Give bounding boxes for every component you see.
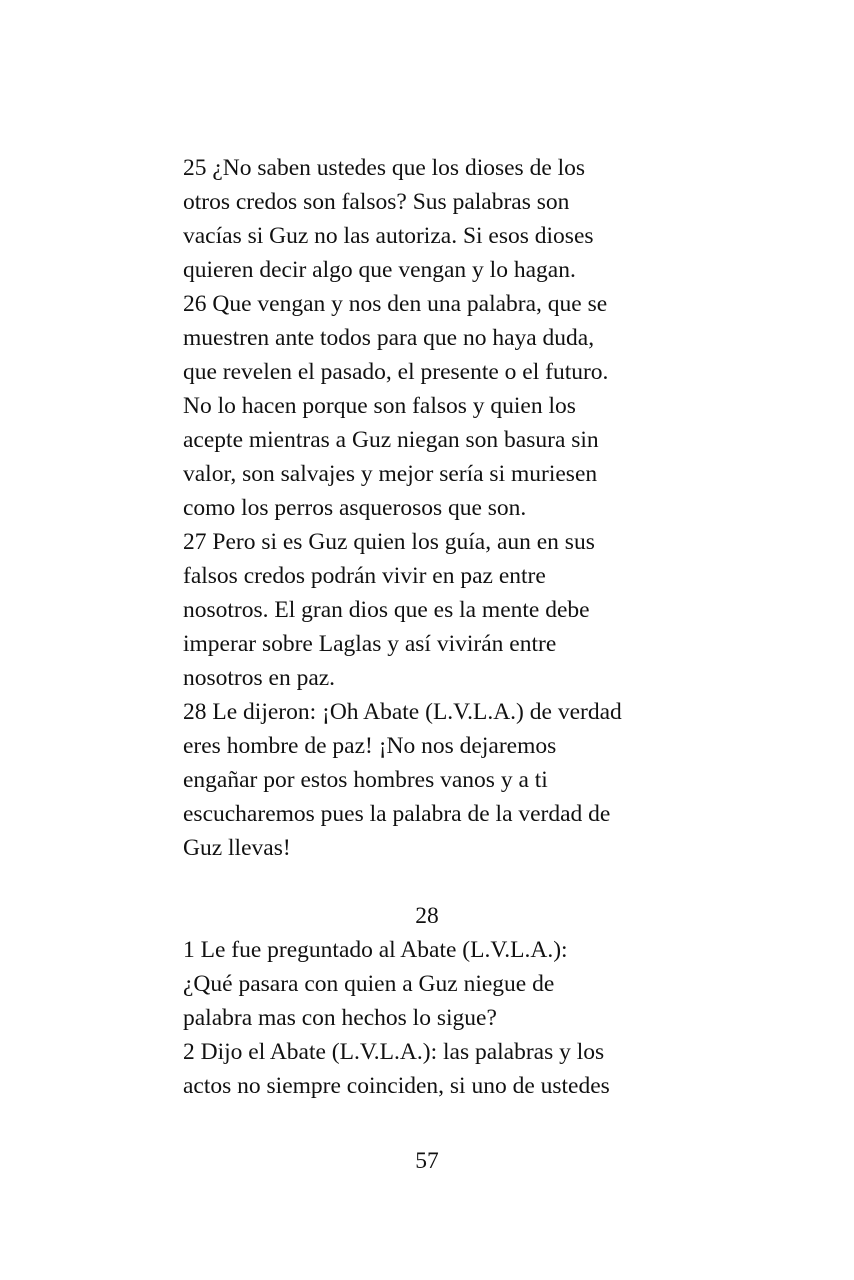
text-line: nosotros en paz.	[183, 665, 336, 691]
text-line: actos no siempre coinciden, si uno de ustedes	[183, 1073, 610, 1099]
paragraph-spacer	[183, 865, 683, 899]
text-line: ¿Qué pasara con quien a Guz niegue de	[183, 971, 555, 997]
text-line: falsos credos podrán vivir en paz entre	[183, 563, 546, 589]
chapter-heading: 28	[415, 903, 439, 929]
text-line: vacías si Guz no las autoriza. Si esos dioses	[183, 223, 594, 249]
text-line: engañar por estos hombres vanos y a ti	[183, 767, 548, 793]
text-line: 25 ¿No saben ustedes que los dioses de los	[183, 155, 586, 181]
text-line: escucharemos pues la palabra de la verdad de	[183, 801, 611, 827]
text-line: que revelen el pasado, el presente o el futuro.	[183, 359, 609, 385]
text-line: 2 Dijo el Abate (L.V.L.A.): las palabras y los	[183, 1039, 605, 1065]
text-line: eres hombre de paz! ¡No nos dejaremos	[183, 733, 557, 759]
text-line: nosotros. El gran dios que es la mente debe	[183, 597, 590, 623]
text-line: acepte mientras a Guz niegan son basura sin	[183, 427, 599, 453]
text-line: muestren ante todos para que no haya duda,	[183, 325, 595, 351]
text-line: Guz llevas!	[183, 835, 291, 861]
body-text	[183, 151, 683, 1103]
text-line: palabra mas con hechos lo sigue?	[183, 1005, 497, 1031]
text-line: No lo hacen porque son falsos y quien los	[183, 393, 576, 419]
text-line: 27 Pero si es Guz quien los guía, aun en sus	[183, 529, 595, 555]
text-line: 28 Le dijeron: ¡Oh Abate (L.V.L.A.) de verdad	[183, 699, 622, 725]
text-line: imperar sobre Laglas y así vivirán entre	[183, 631, 557, 657]
text-line: 1 Le fue preguntado al Abate (L.V.L.A.):	[183, 937, 568, 963]
text-line: valor, son salvajes y mejor sería si muriesen	[183, 461, 598, 487]
text-line: 26 Que vengan y nos den una palabra, que se	[183, 291, 608, 317]
text-line: quieren decir algo que vengan y lo hagan.	[183, 257, 576, 283]
text-line: como los perros asquerosos que son.	[183, 495, 527, 521]
text-line: otros credos son falsos? Sus palabras son	[183, 189, 570, 215]
page-number: 57	[415, 1148, 439, 1174]
